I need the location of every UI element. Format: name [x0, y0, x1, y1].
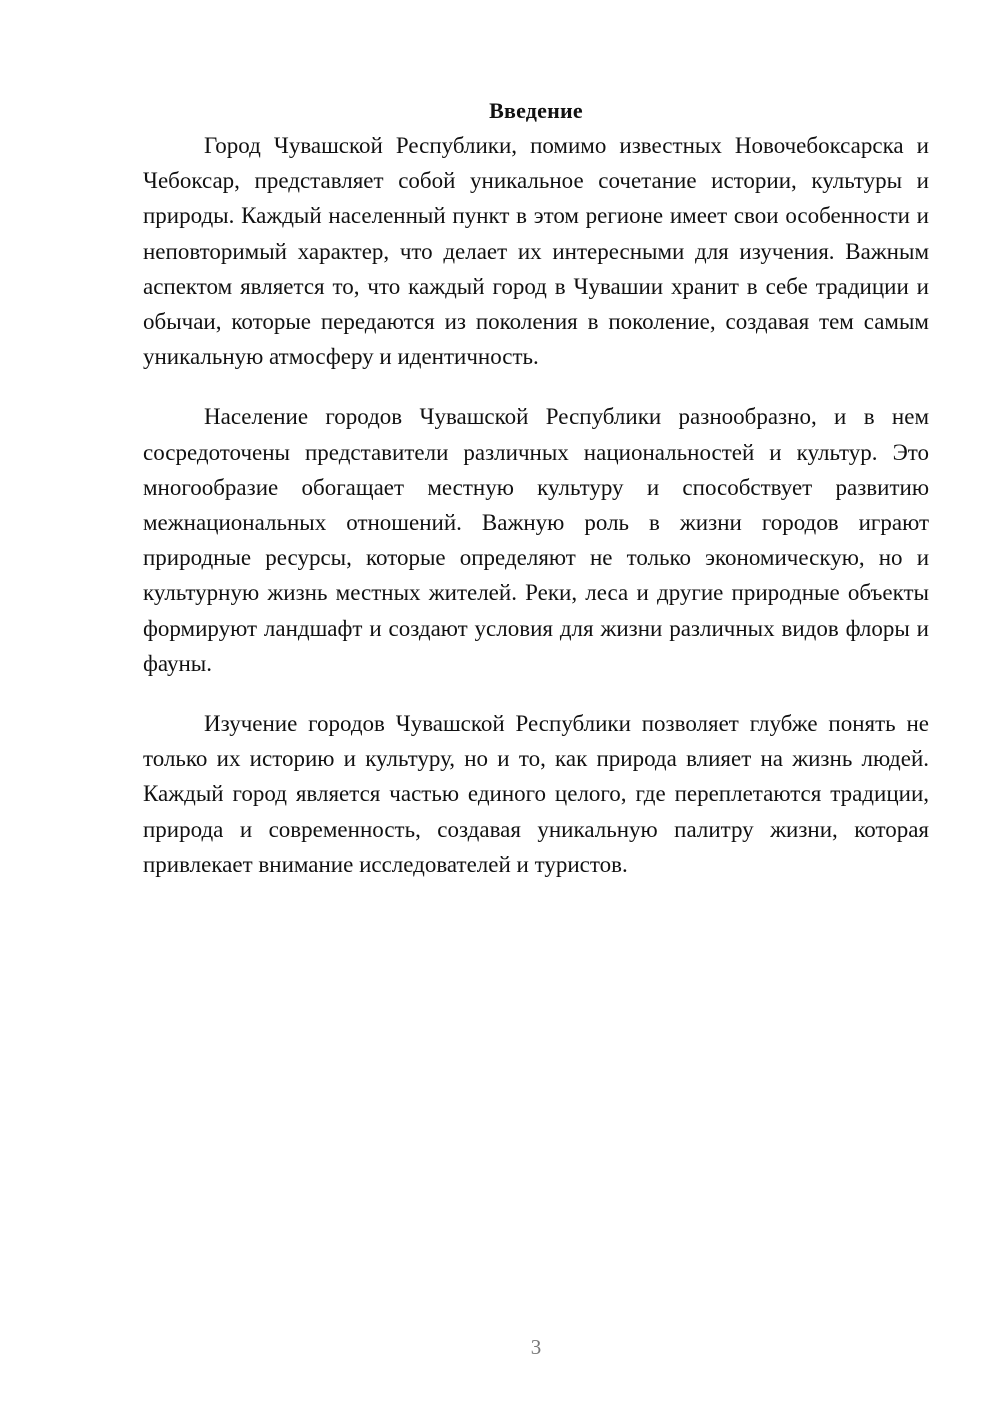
paragraph-2: Население городов Чувашской Республики разнообразно, и в нем сосредоточены представители различных национальностей и культур. Это многообразие обогащает местную культуру и способствует развитию межнациональных отношений. Важную роль в жизни городов играют природные ресурсы, которые определяют не только экономическую, но и культурную жизнь местных жителей. Реки, леса и другие природные объекты формируют ландшафт и создают условия для жизни различных видов флоры и фауны. — [143, 404, 929, 676]
paragraph-3: Изучение городов Чувашской Республики позволяет глубже понять не только их историю и культуру, но и то, как природа влияет на жизнь людей. Каждый город является частью единого целого, где переплетаются традиции, природа и современность, создавая уникальную палитру жизни, которая привлекает внимание исследователей и туристов. — [143, 711, 929, 877]
paragraph-1: Город Чувашской Республики, помимо известных Новочебоксарска и Чебоксар, представляет собой уникальное сочетание истории, культуры и природы. Каждый населенный пункт в этом регионе имеет свои особенности и неповторимый характер, что делает их интересными для изучения. Важным аспектом является то, что каждый город в Чувашии хранит в себе традиции и обычаи, которые передаются из поколения в поколение, создавая тем самым уникальную атмосферу и идентичность. — [143, 133, 929, 370]
page-content — [143, 96, 929, 882]
page-number: 3 — [530, 1335, 542, 1359]
section-title: Введение — [489, 98, 583, 123]
